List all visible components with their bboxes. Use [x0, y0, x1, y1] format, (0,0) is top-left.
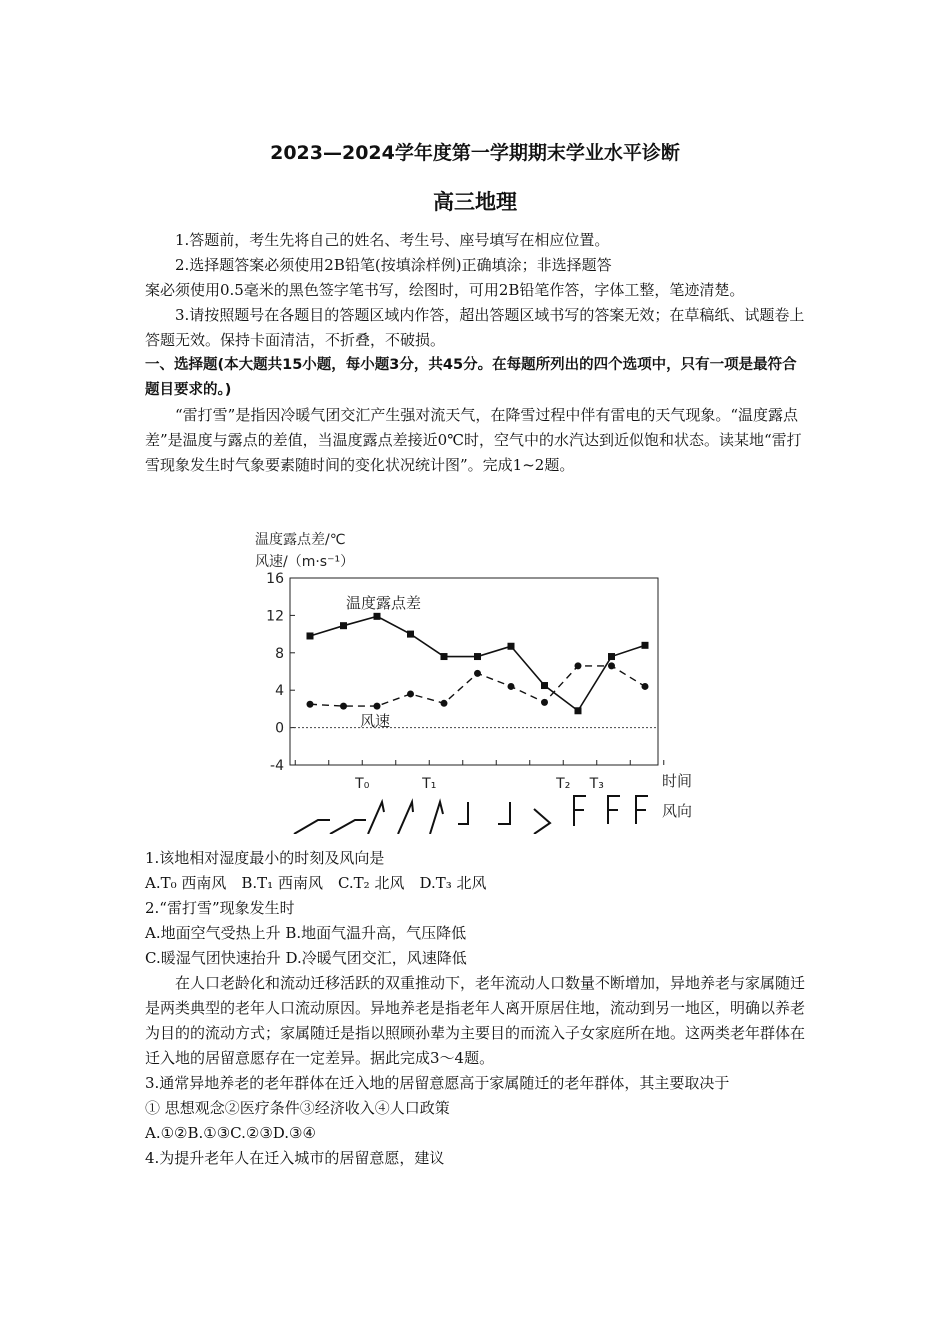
time-mark-label: T₀ — [355, 776, 370, 792]
dew-point-diff-point — [508, 643, 515, 650]
dew-point-diff-point — [307, 632, 314, 639]
dew-point-diff-point — [474, 653, 481, 660]
wind-speed-point — [508, 683, 515, 690]
dew-point-diff-point — [374, 613, 381, 620]
wind-barb — [330, 820, 366, 834]
wind-speed-point — [608, 662, 615, 669]
section-heading: 一、选择题(本大题共15小题，每小题3分，共45分。在每题所列出的四个选项中，只有一项是最符合题目要求的。) — [145, 357, 797, 398]
exam-title: 2023—2024学年度第一学期期末学业水平诊断 — [270, 142, 680, 164]
y-tick-label: 12 — [266, 608, 284, 625]
y-tick-label: 0 — [275, 720, 284, 737]
subject-title: 高三地理 — [433, 190, 517, 214]
dew-point-diff-point — [340, 622, 347, 629]
instructions-block — [145, 228, 810, 478]
y-tick-label: 8 — [275, 645, 284, 662]
q4-stem: 4.为提升老年人在迁入城市的居留意愿，建议 — [145, 1149, 445, 1167]
dew-point-diff-point — [541, 682, 548, 689]
chart-ylabel-2: 风速/（m·s⁻¹） — [255, 554, 355, 570]
wind-speed-point — [441, 700, 448, 707]
q2-stem: 2.“雷打雪”现象发生时 — [145, 899, 295, 917]
wind-barb — [534, 809, 550, 834]
questions-block — [145, 846, 810, 1171]
instruction-2-cont: 案必须使用0.5毫米的黑色签字笔书写，绘图时，可用2B铅笔作答，字体工整，笔迹清楚。 — [145, 281, 745, 299]
wind-speed-point — [541, 699, 548, 706]
dew-point-diff-point — [441, 653, 448, 660]
wind-barb — [368, 802, 384, 834]
wind-speed-point — [642, 683, 649, 690]
time-mark-label: T₁ — [422, 776, 437, 792]
q3-stem: 3.通常异地养老的老年群体在迁入地的居留意愿高于家属随迁的老年群体，其主要取决于 — [145, 1074, 730, 1092]
time-mark-label: T₂ — [556, 776, 571, 792]
weather-chart — [250, 524, 720, 834]
wind-barb — [458, 802, 468, 824]
time-axis-label: 时间 — [662, 772, 693, 790]
dew-point-diff-label: 温度露点差 — [346, 594, 422, 612]
dew-point-diff-point — [608, 653, 615, 660]
y-tick-label: 16 — [266, 571, 284, 587]
time-mark-label: T₃ — [589, 776, 604, 792]
wind-barb — [430, 802, 443, 834]
passage-2: 在人口老龄化和流动迁移活跃的双重推动下，老年流动人口数量不断增加，异地养老与家属随迁是两类典型的老年人口流动原因。异地养老是指老年人离开原居住地，流动到另一地区，明确以养老为目的的流动方式；家属随迁是指以照顾孙辈为主要目的而流入子女家庭所在地。这两类老年群体在迁入地的居留意愿存在一定差异。据此完成3～4题。 — [145, 974, 806, 1067]
q3-options: A.①②B.①③C.②③D.③④ — [145, 1124, 316, 1142]
wind-barb — [498, 802, 510, 824]
instruction-2: 2.选择题答案必须使用2B铅笔(按填涂样例)正确填涂；非选择题答 — [175, 256, 612, 274]
wind-barb — [294, 820, 330, 834]
wind-barb — [636, 796, 648, 824]
wind-speed-point — [374, 703, 381, 710]
wind-speed-point — [474, 670, 481, 677]
wind-speed-label: 风速 — [360, 712, 391, 730]
dew-point-diff-line — [310, 616, 645, 710]
q2-options-cd: C.暖湿气团快速抬升 D.冷暖气团交汇，风速降低 — [145, 949, 467, 967]
y-tick-label: -4 — [270, 758, 284, 774]
q2-options-ab: A.地面空气受热上升 B.地面气温升高，气压降低 — [145, 924, 467, 942]
q1-stem: 1.该地相对湿度最小的时刻及风向是 — [145, 849, 385, 867]
dew-point-diff-point — [642, 642, 649, 649]
instruction-3: 3.请按照题号在各题目的答题区域内作答，超出答题区域书写的答案无效；在草稿纸、试题卷上答题无效。保持卡面清洁，不折叠，不破损。 — [145, 306, 805, 349]
wind-barbs — [294, 796, 648, 834]
wind-speed-point — [575, 662, 582, 669]
q1-options: A.T₀ 西南风 B.T₁ 西南风 C.T₂ 北风 D.T₃ 北风 — [145, 874, 487, 892]
dew-point-diff-point — [575, 707, 582, 714]
wind-direction-label: 风向 — [662, 802, 693, 820]
y-tick-label: 4 — [275, 683, 284, 700]
wind-barb — [608, 796, 620, 824]
wind-speed-point — [340, 703, 347, 710]
q3-factors: ① 思想观念②医疗条件③经济收入④人口政策 — [145, 1099, 450, 1117]
chart-ylabel-1: 温度露点差/℃ — [255, 532, 346, 548]
dew-point-diff-point — [407, 631, 414, 638]
wind-speed-point — [307, 701, 314, 708]
wind-speed-point — [407, 690, 414, 697]
wind-barb — [398, 802, 413, 834]
instruction-1: 1.答题前，考生先将自己的姓名、考生号、座号填写在相应位置。 — [175, 231, 610, 249]
passage-1: “雷打雪”是指因冷暖气团交汇产生强对流天气，在降雪过程中伴有雷电的天气现象。“温度露点差”是温度与露点的差值，当温度露点差接近0℃时，空气中的水汽达到近似饱和状态。读某地“雷打雪现象发生时气象要素随时间的变化状况统计图”。完成1~2题。 — [145, 406, 802, 474]
wind-barb — [574, 796, 586, 826]
